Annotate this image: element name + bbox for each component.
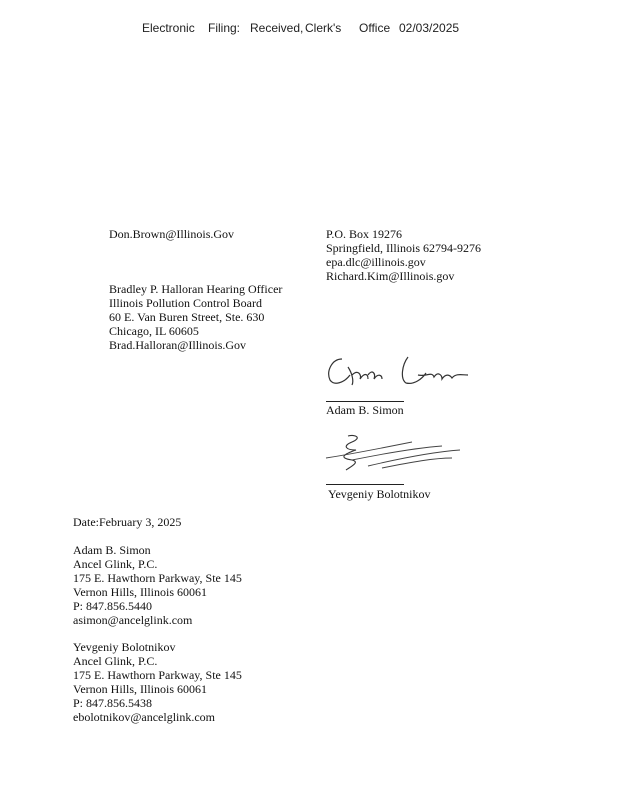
contact-street: 175 E. Hawthorn Parkway, Ste 145 (73, 571, 242, 585)
org-line: Illinois Pollution Control Board (109, 296, 263, 310)
contact-city: Vernon Hills, Illinois 60061 (73, 682, 207, 696)
filing-stamp-word: Office (359, 21, 391, 35)
email-line: Brad.Halloran@Illinois.Gov (109, 338, 247, 352)
date-line (73, 515, 181, 529)
service-email: Don.Brown@Illinois.Gov (109, 227, 235, 241)
contact-name: Yevgeniy Bolotnikov (73, 640, 176, 654)
filing-stamp-word: Filing: (208, 21, 241, 35)
contact-email: ebolotnikov@ancelglink.com (73, 710, 216, 724)
contact-simon (73, 543, 242, 627)
service-address-hearing-officer (109, 282, 282, 352)
contact-name: Adam B. Simon (73, 543, 151, 557)
signer-name: Yevgeniy Bolotnikov (328, 487, 431, 501)
contact-bolotnikov (73, 640, 242, 724)
service-address-epa (326, 227, 481, 283)
signature-line (326, 484, 404, 485)
signer-name: Adam B. Simon (326, 403, 404, 417)
date-label: Date: (73, 515, 99, 529)
signer-name-bolotnikov (328, 487, 430, 501)
name-line: Bradley P. Halloran Hearing Officer (109, 282, 283, 296)
street-line: 60 E. Van Buren Street, Ste. 630 (109, 310, 265, 324)
date-value: February 3, 2025 (99, 515, 182, 529)
service-email-brown (109, 227, 234, 241)
filing-stamp-word: Electronic (142, 21, 195, 35)
signer-name-simon (326, 403, 404, 417)
po-box: P.O. Box 19276 (326, 227, 403, 241)
filing-stamp-word: Received, (250, 21, 304, 35)
contact-phone: P: 847.856.5438 (73, 696, 153, 710)
contact-city: Vernon Hills, Illinois 60061 (73, 585, 207, 599)
signature-bolotnikov (322, 428, 464, 476)
contact-email: asimon@ancelglink.com (73, 613, 193, 627)
contact-firm: Ancel Glink, P.C. (73, 557, 158, 571)
filing-stamp-date: 02/03/2025 (399, 21, 460, 35)
contact-street: 175 E. Hawthorn Parkway, Ste 145 (73, 668, 242, 682)
city-line: Chicago, IL 60605 (109, 324, 199, 338)
contact-phone: P: 847.856.5440 (73, 599, 153, 613)
contact-firm: Ancel Glink, P.C. (73, 654, 158, 668)
city-line: Springfield, Illinois 62794-9276 (326, 241, 481, 255)
email-line: epa.dlc@illinois.gov (326, 255, 426, 269)
signature-line (326, 401, 404, 402)
email-line: Richard.Kim@Illinois.gov (326, 269, 455, 283)
filing-stamp-word: Clerk's (305, 21, 342, 35)
signature-simon (322, 345, 472, 395)
